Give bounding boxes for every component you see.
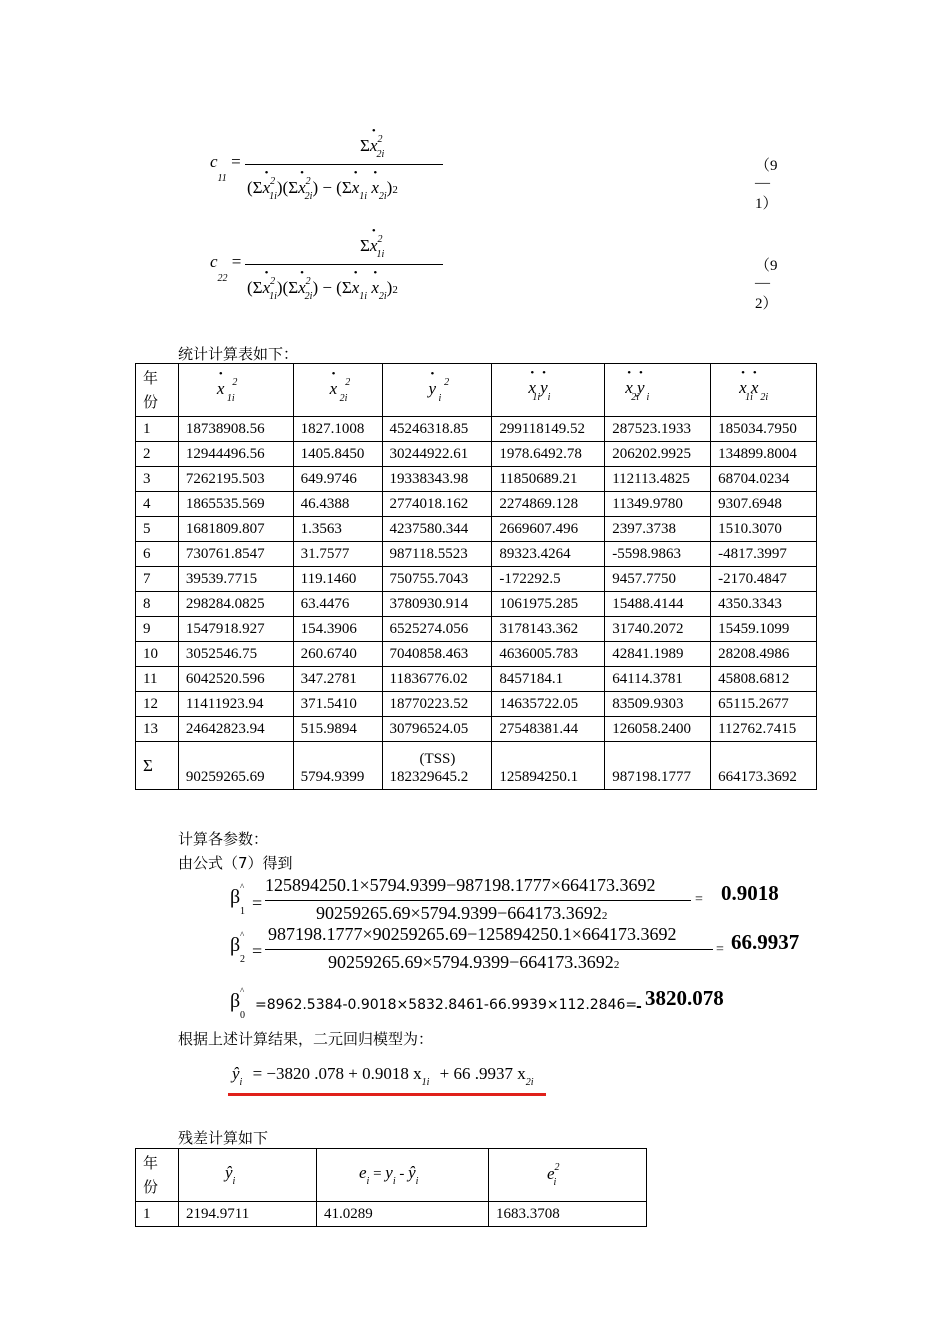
table-cell: 112762.7415 xyxy=(711,717,817,742)
col-residual: $e_i = y_i$ - $ŷ_i$ xyxy=(317,1149,489,1202)
table-cell: 45808.6812 xyxy=(711,667,817,692)
beta2-result: 66.9937 xyxy=(731,930,800,954)
sum-cell-tss xyxy=(382,742,492,790)
table-cell: 112113.4825 xyxy=(605,467,711,492)
year-cell: 3 xyxy=(136,467,179,492)
table-cell: 134899.8004 xyxy=(711,442,817,467)
model-rhs: = −3820 .078 + 0.9018 x xyxy=(252,1064,422,1083)
table-cell: 8457184.1 xyxy=(492,667,605,692)
table-cell: 119.1460 xyxy=(293,567,382,592)
table-cell: 83509.9303 xyxy=(605,692,711,717)
table-cell: 4636005.783 xyxy=(492,642,605,667)
col-y-squared: • y $^2$ i xyxy=(382,364,492,417)
formula-c22: $c_{22}$ = Σ• $x^2_{1i}$ (Σ• $x^2_{1i})(\Sigma•$ $x^2_{2i}$) − (Σ• $x_{1i}$ • $x_{2i})2$ （9—2） xyxy=(210,228,810,318)
year-cell: 2 xyxy=(136,442,179,467)
sum-cell: 987198.1777 xyxy=(605,742,711,790)
table-cell: 15488.4144 xyxy=(605,592,711,617)
beta2-denominator: 90259265.69×5794.9399−664173.36922 xyxy=(328,952,620,972)
table-row xyxy=(136,642,817,667)
table-cell: 298284.0825 xyxy=(178,592,293,617)
params-conclusion: 根据上述计算结果，二元回归模型为： xyxy=(178,1030,434,1048)
table-cell: 11850689.21 xyxy=(492,467,605,492)
year-cell: 7 xyxy=(136,567,179,592)
table-row xyxy=(136,567,817,592)
params-heading: 计算各参数： xyxy=(178,830,269,848)
table-cell: 65115.2677 xyxy=(711,692,817,717)
table-cell: 31740.2072 xyxy=(605,617,711,642)
year-cell: 6 xyxy=(136,542,179,567)
table-cell: 2669607.496 xyxy=(492,517,605,542)
table-row xyxy=(136,417,817,442)
table-cell: 515.9894 xyxy=(293,717,382,742)
tss-value: 182329645.2 xyxy=(389,769,469,785)
model-plus: + 66 .9937 x xyxy=(439,1064,526,1083)
table-cell: 1.3563 xyxy=(293,517,382,542)
table-cell: 30796524.05 xyxy=(382,717,492,742)
table-cell: 1865535.569 xyxy=(178,492,293,517)
table-cell: 42841.1989 xyxy=(605,642,711,667)
table-cell: 3178143.362 xyxy=(492,617,605,642)
stats-sum-row xyxy=(136,742,817,790)
table-cell: 11836776.02 xyxy=(382,667,492,692)
beta0-symbol: β ^ 0 xyxy=(230,986,245,1021)
year-cell: 8 xyxy=(136,592,179,617)
table-cell: 299118149.52 xyxy=(492,417,605,442)
residual-table-body xyxy=(136,1202,647,1227)
table-cell: 4350.3343 xyxy=(711,592,817,617)
year-cell: 1 xyxy=(136,417,179,442)
table-cell: 1547918.927 xyxy=(178,617,293,642)
residual-year-header: 年 份 xyxy=(136,1149,179,1202)
beta2-eq2: = xyxy=(716,942,724,957)
stats-table xyxy=(135,363,817,790)
c11-lhs: $c_{11}$ = xyxy=(210,152,241,185)
table-row xyxy=(136,592,817,617)
table-cell: 39539.7715 xyxy=(178,567,293,592)
beta1-fraction-bar xyxy=(265,900,691,901)
beta2-eq: = xyxy=(252,941,263,961)
year-cell: 1 xyxy=(136,1202,179,1227)
table-cell: 3780930.914 xyxy=(382,592,492,617)
table-cell: 7040858.463 xyxy=(382,642,492,667)
model-underline xyxy=(228,1093,546,1096)
table-cell: 15459.1099 xyxy=(711,617,817,642)
beta2-symbol: β ^ 2 xyxy=(230,930,245,965)
col-x1-squared: • x $^2$ 1i xyxy=(178,364,293,417)
table-cell: 1061975.285 xyxy=(492,592,605,617)
table-cell: 9457.7750 xyxy=(605,567,711,592)
table-cell: 3052546.75 xyxy=(178,642,293,667)
table-row xyxy=(136,492,817,517)
stats-table-caption: 统计计算表如下： xyxy=(178,345,299,363)
formula-c11: $c_{11}$ = Σ• $x^2_{2i}$ (Σ• $x^2_{1i})(\Sigma•$ $x^2_{2i}$) − (Σ• $x_{1i}$ • $x_{2i})2$ （9—1） xyxy=(210,128,810,218)
table-row xyxy=(136,692,817,717)
residual-header-row xyxy=(136,1149,647,1202)
table-cell: 185034.7950 xyxy=(711,417,817,442)
beta1-result: 0.9018 xyxy=(721,881,779,905)
year-cell: 9 xyxy=(136,617,179,642)
table-row xyxy=(136,542,817,567)
table-cell: 19338343.98 xyxy=(382,467,492,492)
table-cell: 371.5410 xyxy=(293,692,382,717)
table-cell: 1681809.807 xyxy=(178,517,293,542)
table-cell: 2774018.162 xyxy=(382,492,492,517)
table-cell: -5598.9863 xyxy=(605,542,711,567)
beta1-eq2: = xyxy=(695,892,703,907)
col-x2-squared: • x $^2$ 2i xyxy=(293,364,382,417)
table-cell: 2194.9711 xyxy=(179,1202,317,1227)
table-row xyxy=(136,717,817,742)
col-x2-y: • x • y 2i i xyxy=(605,364,711,417)
params-source: 由公式（7）得到 xyxy=(178,854,293,872)
sum-cell: 90259265.69 xyxy=(178,742,293,790)
col-x1-x2: • x • x 1i 2i xyxy=(711,364,817,417)
table-row xyxy=(136,517,817,542)
beta0-result: 3820.078 xyxy=(645,986,724,1010)
table-cell: 126058.2400 xyxy=(605,717,711,742)
table-cell: 1978.6492.78 xyxy=(492,442,605,467)
table-cell: 154.3906 xyxy=(293,617,382,642)
table-row xyxy=(136,1202,647,1227)
beta1-denominator: 90259265.69×5794.9399−664173.36922 xyxy=(316,903,608,923)
table-cell: 46.4388 xyxy=(293,492,382,517)
table-row xyxy=(136,667,817,692)
table-cell: 287523.1933 xyxy=(605,417,711,442)
table-cell: 649.9746 xyxy=(293,467,382,492)
table-cell: 68704.0234 xyxy=(711,467,817,492)
table-cell: 7262195.503 xyxy=(178,467,293,492)
year-header: 年 份 xyxy=(136,364,179,417)
table-cell: 27548381.44 xyxy=(492,717,605,742)
table-cell: 31.7577 xyxy=(293,542,382,567)
col-x1-y: • x • y 1i i xyxy=(492,364,605,417)
table-cell: 1510.3070 xyxy=(711,517,817,542)
table-cell: 730761.8547 xyxy=(178,542,293,567)
table-cell: -172292.5 xyxy=(492,567,605,592)
beta1-symbol: β ^ 1 xyxy=(230,882,245,917)
table-cell: 18738908.56 xyxy=(178,417,293,442)
tss-label: (TSS) xyxy=(419,751,456,767)
sum-cell: 125894250.1 xyxy=(492,742,605,790)
table-cell: 12944496.56 xyxy=(178,442,293,467)
beta0-sign: - xyxy=(636,999,642,1015)
table-cell: 28208.4986 xyxy=(711,642,817,667)
table-cell: 750755.7043 xyxy=(382,567,492,592)
residual-table xyxy=(135,1148,647,1227)
beta2-numerator: 987198.1777×90259265.69−125894250.1×664173.3692 xyxy=(268,924,677,944)
table-cell: 1405.8450 xyxy=(293,442,382,467)
table-cell: 14635722.05 xyxy=(492,692,605,717)
beta1-numerator: 125894250.1×5794.9399−987198.1777×664173.3692 xyxy=(265,875,656,895)
sum-cell: 5794.9399 xyxy=(293,742,382,790)
regression-model: $ŷ_i = -3820$ .078 + 0.9018 $x_{1i} + 66$ .9937 $x_{2i}$ xyxy=(232,1064,534,1088)
stats-table-body xyxy=(136,417,817,742)
table-cell: 9307.6948 xyxy=(711,492,817,517)
table-cell: 89323.4264 xyxy=(492,542,605,567)
sum-label: Σ xyxy=(136,742,179,790)
year-cell: 10 xyxy=(136,642,179,667)
c22-lhs: $c_{22}$ = xyxy=(210,252,242,285)
table-row xyxy=(136,442,817,467)
table-cell: 41.0289 xyxy=(317,1202,489,1227)
beta2-fraction-bar xyxy=(265,949,713,950)
year-cell: 12 xyxy=(136,692,179,717)
table-cell: 18770223.52 xyxy=(382,692,492,717)
table-cell: 2274869.128 xyxy=(492,492,605,517)
table-cell: 1827.1008 xyxy=(293,417,382,442)
table-cell: 987118.5523 xyxy=(382,542,492,567)
table-cell: 64114.3781 xyxy=(605,667,711,692)
table-cell: 11411923.94 xyxy=(178,692,293,717)
table-cell: 4237580.344 xyxy=(382,517,492,542)
sum-cell: 664173.3692 xyxy=(711,742,817,790)
table-cell: 2397.3738 xyxy=(605,517,711,542)
year-cell: 4 xyxy=(136,492,179,517)
year-cell: 11 xyxy=(136,667,179,692)
table-cell: 206202.9925 xyxy=(605,442,711,467)
table-cell: 347.2781 xyxy=(293,667,382,692)
table-cell: -4817.3997 xyxy=(711,542,817,567)
col-residual-squared: $e^2_i$ xyxy=(489,1149,647,1202)
stats-header-row xyxy=(136,364,817,417)
table-cell: 30244922.61 xyxy=(382,442,492,467)
table-cell: 260.6740 xyxy=(293,642,382,667)
table-cell: 6042520.596 xyxy=(178,667,293,692)
table-cell: -2170.4847 xyxy=(711,567,817,592)
beta1-eq: = xyxy=(252,893,263,913)
table-cell: 24642823.94 xyxy=(178,717,293,742)
table-row xyxy=(136,467,817,492)
residual-table-caption: 残差计算如下 xyxy=(178,1129,269,1147)
table-cell: 1683.3708 xyxy=(489,1202,647,1227)
col-y-hat: $ŷ_i$ xyxy=(179,1149,317,1202)
table-cell: 11349.9780 xyxy=(605,492,711,517)
year-cell: 13 xyxy=(136,717,179,742)
beta0-expression: =8962.5384-0.9018×5832.8461-66.9939×112.2846= xyxy=(255,997,638,1013)
table-cell: 6525274.056 xyxy=(382,617,492,642)
year-cell: 5 xyxy=(136,517,179,542)
table-row xyxy=(136,617,817,642)
table-cell: 63.4476 xyxy=(293,592,382,617)
table-cell: 45246318.85 xyxy=(382,417,492,442)
model-lhs: ŷ xyxy=(232,1064,240,1083)
